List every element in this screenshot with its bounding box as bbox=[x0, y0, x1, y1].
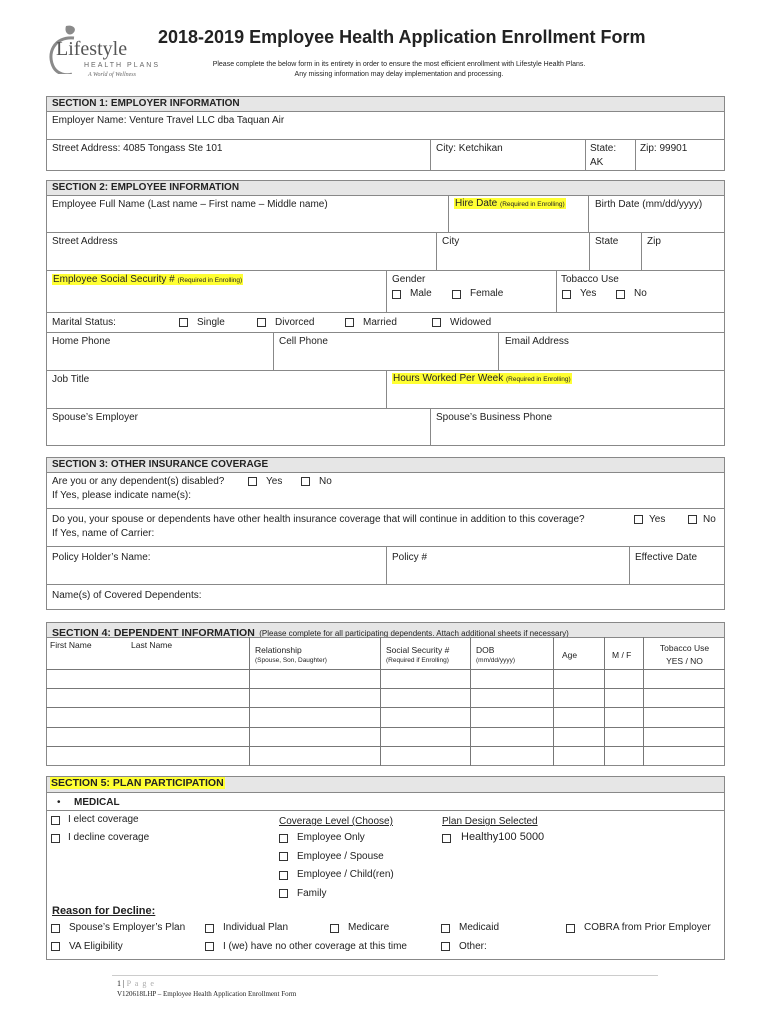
col-relationship: Relationship bbox=[255, 645, 302, 655]
female-checkbox[interactable] bbox=[452, 290, 461, 299]
carrier-name-field[interactable]: If Yes, name of Carrier: bbox=[52, 528, 155, 539]
disabled-question: Are you or any dependent(s) disabled? bbox=[52, 476, 225, 487]
section-5-title bbox=[50, 777, 225, 789]
document-id: V120618LHP – Employee Health Application Enrollment Form bbox=[117, 990, 297, 998]
employee-spouse-checkbox[interactable] bbox=[279, 852, 288, 861]
medicaid-label: Medicaid bbox=[459, 922, 500, 933]
married-label: Married bbox=[363, 317, 397, 328]
female-label: Female bbox=[470, 288, 504, 299]
other-reason-label: Other: bbox=[459, 941, 487, 952]
section-1-title: SECTION 1: EMPLOYER INFORMATION bbox=[52, 98, 240, 109]
policy-holder-field[interactable]: Policy Holder’s Name: bbox=[52, 552, 151, 563]
col-age: Age bbox=[562, 650, 578, 660]
table-row[interactable] bbox=[47, 708, 724, 726]
employer-street-field[interactable]: Street Address: 4085 Tongass Ste 101 bbox=[52, 143, 223, 154]
individual-plan-label: Individual Plan bbox=[223, 922, 289, 933]
col-first-name: First Name bbox=[50, 640, 92, 650]
decline-coverage-label: I decline coverage bbox=[68, 832, 150, 843]
individual-plan-checkbox[interactable] bbox=[205, 924, 214, 933]
elect-coverage-checkbox[interactable] bbox=[51, 816, 60, 825]
section-3-title: SECTION 3: OTHER INSURANCE COVERAGE bbox=[52, 459, 269, 470]
va-label: VA Eligibility bbox=[69, 941, 123, 952]
ssn-required: (Required in Enrolling) bbox=[177, 277, 243, 284]
other-coverage-yes-checkbox[interactable] bbox=[634, 515, 643, 524]
widowed-label: Widowed bbox=[450, 317, 492, 328]
plan-label: Healthy100 5000 bbox=[461, 831, 545, 843]
elect-coverage-label: I elect coverage bbox=[68, 814, 139, 825]
other-coverage-no-checkbox[interactable] bbox=[688, 515, 697, 524]
gender-label: Gender bbox=[392, 274, 426, 285]
disabled-no-label: No bbox=[319, 476, 332, 487]
disabled-yes-label: Yes bbox=[266, 476, 283, 487]
intro-line-2: Any missing information may delay implementation and processing. bbox=[294, 71, 504, 78]
policy-number-field[interactable]: Policy # bbox=[392, 552, 428, 563]
reason-decline-label: Reason for Decline: bbox=[52, 905, 156, 917]
no-other-coverage-label: I (we) have no other coverage at this time bbox=[223, 941, 407, 952]
hire-date-required: (Required in Enrolling) bbox=[500, 201, 565, 208]
page-number-value: 1 bbox=[117, 979, 121, 988]
employee-state-field[interactable]: State bbox=[595, 236, 619, 247]
table-row[interactable] bbox=[47, 728, 724, 746]
employer-state-field[interactable]: AK bbox=[590, 157, 604, 168]
col-dob-sub: (mm/dd/yyyy) bbox=[476, 657, 515, 664]
hours-label: Hours Worked Per Week bbox=[393, 373, 504, 384]
col-dob: DOB bbox=[476, 645, 495, 655]
single-label: Single bbox=[197, 317, 225, 328]
spouse-plan-checkbox[interactable] bbox=[51, 924, 60, 933]
cell-phone-field[interactable]: Cell Phone bbox=[279, 336, 328, 347]
cobra-label: COBRA from Prior Employer bbox=[584, 922, 711, 933]
employee-children-checkbox[interactable] bbox=[279, 871, 288, 880]
hire-date-label: Hire Date bbox=[455, 198, 498, 209]
bullet-icon: • bbox=[57, 797, 61, 808]
col-last-name: Last Name bbox=[131, 640, 173, 650]
employee-only-label: Employee Only bbox=[297, 832, 365, 843]
divorced-label: Divorced bbox=[275, 317, 315, 328]
tobacco-yes-checkbox[interactable] bbox=[562, 290, 571, 299]
birth-date-field[interactable]: Birth Date (mm/dd/yyyy) bbox=[595, 199, 703, 210]
page-number: 1 | P a g e bbox=[117, 979, 155, 988]
effective-date-field[interactable]: Effective Date bbox=[635, 552, 698, 563]
cobra-checkbox[interactable] bbox=[566, 924, 575, 933]
table-row[interactable] bbox=[47, 670, 724, 688]
table-row[interactable] bbox=[47, 747, 724, 765]
widowed-checkbox[interactable] bbox=[432, 318, 441, 327]
family-checkbox[interactable] bbox=[279, 889, 288, 898]
tobacco-label: Tobacco Use bbox=[561, 274, 619, 285]
divorced-checkbox[interactable] bbox=[257, 318, 266, 327]
no-other-coverage-checkbox[interactable] bbox=[205, 942, 214, 951]
col-ssn: Social Security # bbox=[386, 645, 450, 655]
medical-label: MEDICAL bbox=[74, 797, 120, 808]
col-tobacco-sub: YES / NO bbox=[666, 656, 703, 666]
col-ssn-sub: (Required if Enrolling) bbox=[386, 657, 449, 664]
male-label: Male bbox=[410, 288, 432, 299]
spouse-phone-field[interactable]: Spouse’s Business Phone bbox=[436, 412, 553, 423]
table-row[interactable] bbox=[47, 689, 724, 707]
employee-zip-field[interactable]: Zip bbox=[647, 236, 661, 247]
section-4-title: SECTION 4: DEPENDENT INFORMATION bbox=[52, 627, 255, 639]
coverage-level-label: Coverage Level (Choose) bbox=[279, 816, 393, 827]
tobacco-yes-label: Yes bbox=[580, 288, 597, 299]
covered-dependents-field[interactable]: Name(s) of Covered Dependents: bbox=[52, 590, 202, 601]
employer-zip-field[interactable]: Zip: 99901 bbox=[640, 143, 688, 154]
marital-status-label: Marital Status: bbox=[52, 317, 116, 328]
employee-street-field[interactable]: Street Address bbox=[52, 236, 118, 247]
section-5-title-text: SECTION 5: PLAN PARTICIPATION bbox=[51, 777, 224, 789]
ssn-label: Employee Social Security # bbox=[53, 274, 175, 285]
plan-checkbox[interactable] bbox=[442, 834, 451, 843]
employer-city-field[interactable]: City: Ketchikan bbox=[436, 143, 503, 154]
va-checkbox[interactable] bbox=[51, 942, 60, 951]
col-tobacco: Tobacco Use bbox=[659, 643, 710, 653]
married-checkbox[interactable] bbox=[345, 318, 354, 327]
employee-full-name-field[interactable]: Employee Full Name (Last name – First name – Middle name) bbox=[52, 199, 328, 210]
employee-city-field[interactable]: City bbox=[442, 236, 460, 247]
medicare-label: Medicare bbox=[348, 922, 390, 933]
section-4-note: (Please complete for all participating dependents. Attach additional sheets if necessary) bbox=[259, 629, 569, 638]
other-reason-checkbox[interactable] bbox=[441, 942, 450, 951]
tobacco-no-checkbox[interactable] bbox=[616, 290, 625, 299]
spouse-employer-field[interactable]: Spouse’s Employer bbox=[52, 412, 138, 423]
employee-children-label: Employee / Child(ren) bbox=[297, 869, 394, 880]
medicare-checkbox[interactable] bbox=[330, 924, 339, 933]
disabled-no-checkbox[interactable] bbox=[301, 477, 310, 486]
other-coverage-question: Do you, your spouse or dependents have other health insurance coverage that will continue in addition to this coverage? bbox=[52, 514, 585, 525]
employee-spouse-label: Employee / Spouse bbox=[297, 851, 384, 862]
medicaid-checkbox[interactable] bbox=[441, 924, 450, 933]
decline-coverage-checkbox[interactable] bbox=[51, 834, 60, 843]
ssn-field[interactable] bbox=[52, 274, 243, 285]
plan-design-label: Plan Design Selected bbox=[442, 816, 538, 827]
intro-line-1: Please complete the below form in its entirety in order to ensure the most efficient enrollment with Lifestyle Health Plans. bbox=[212, 61, 586, 68]
single-checkbox[interactable] bbox=[179, 318, 188, 327]
job-title-field[interactable]: Job Title bbox=[52, 374, 90, 385]
brand-sub: HEALTH PLANS bbox=[84, 62, 160, 69]
other-coverage-yes-label: Yes bbox=[649, 514, 666, 525]
employee-only-checkbox[interactable] bbox=[279, 834, 288, 843]
hours-required: (Required in Enrolling) bbox=[506, 376, 571, 383]
tobacco-no-label: No bbox=[634, 288, 647, 299]
male-checkbox[interactable] bbox=[392, 290, 401, 299]
email-field[interactable]: Email Address bbox=[505, 336, 569, 347]
spouse-plan-label: Spouse’s Employer’s Plan bbox=[69, 922, 186, 933]
family-label: Family bbox=[297, 888, 327, 899]
hours-worked-field[interactable] bbox=[392, 373, 572, 384]
section-2-title: SECTION 2: EMPLOYEE INFORMATION bbox=[52, 182, 240, 193]
disabled-yes-checkbox[interactable] bbox=[248, 477, 257, 486]
home-phone-field[interactable]: Home Phone bbox=[52, 336, 111, 347]
employer-state-label: State: bbox=[590, 143, 617, 154]
col-mf: M / F bbox=[612, 650, 632, 660]
brand-name: Lifestyle bbox=[56, 38, 128, 60]
hire-date-field[interactable] bbox=[454, 198, 566, 209]
other-coverage-no-label: No bbox=[703, 514, 716, 525]
employer-name-field[interactable]: Employer Name: Venture Travel LLC dba Taquan Air bbox=[52, 115, 285, 126]
brand-tagline: A World of Wellness bbox=[88, 72, 136, 78]
page-title: 2018-2019 Employee Health Application Enrollment Form bbox=[158, 27, 646, 47]
col-relationship-sub: (Spouse, Son, Daughter) bbox=[255, 657, 327, 664]
disabled-names-field[interactable]: If Yes, please indicate name(s): bbox=[52, 490, 191, 501]
page-word: P a g e bbox=[126, 979, 155, 988]
